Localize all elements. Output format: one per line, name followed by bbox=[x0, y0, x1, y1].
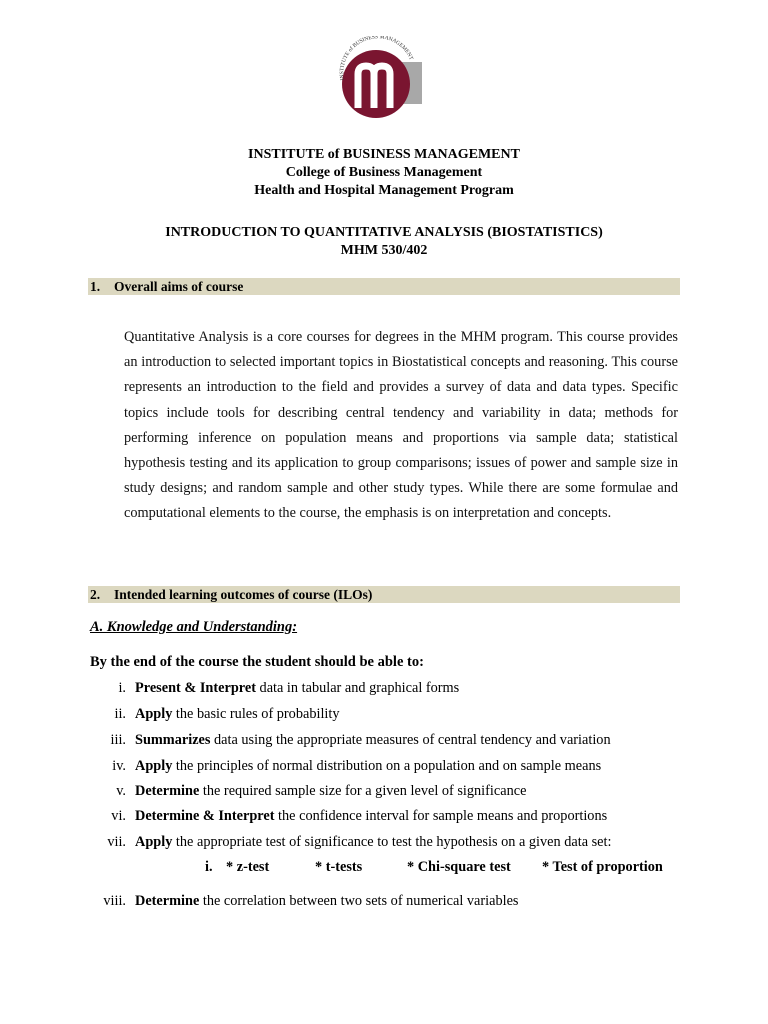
list-item: vi. Determine & Interpret the confidence interval for sample means and proportions bbox=[111, 808, 608, 824]
test-t: * t-tests bbox=[315, 859, 363, 875]
list-item: iii. Summarizes data using the appropriate measures of central tendency and variation bbox=[110, 732, 611, 748]
list-item: vii. Apply the appropriate test of significance to test the hypothesis on a given data set: bbox=[107, 834, 612, 850]
significance-tests-row bbox=[0, 857, 768, 877]
list-item: i. Present & Interpret data in tabular and graphical forms bbox=[118, 680, 460, 696]
test-chi-square: * Chi-square test bbox=[407, 859, 511, 875]
list-item: iv. Apply the principles of normal distribution on a population and on sample means bbox=[112, 758, 602, 774]
list-item: ii. Apply the basic rules of probability bbox=[114, 706, 340, 722]
list-item: v. Determine the required sample size for a given level of significance bbox=[116, 783, 527, 799]
course-code: MHM 530/402 bbox=[340, 243, 428, 258]
list-item: viii. Determine the correlation between two sets of numerical variables bbox=[103, 893, 519, 909]
course-title: INTRODUCTION TO QUANTITATIVE ANALYSIS (BIOSTATISTICS) bbox=[165, 225, 603, 240]
course-aims-paragraph: Quantitative Analysis is a core courses for degrees in the MHM program. This course provides an introduction to selected important topics in Biostatistical concepts and reasoning. This course represents an introduction to the field and provides a survey of data and data types. Specific topics include tools for describing central tendency and variability in data; methods for performing inference on population means and proportions via sample data; statistical hypothesis testing and its application to group comparisons; issues of power and sample size in study designs; and random sample and other study types. While there are some formulae and computational elements to the course, the emphasis is on interpretation and concepts. bbox=[124, 329, 678, 522]
program-name: Health and Hospital Management Program bbox=[254, 183, 514, 198]
test-z: * z-test bbox=[226, 859, 270, 875]
section-2-number: 2. bbox=[90, 587, 101, 602]
section-2-heading bbox=[88, 586, 680, 603]
test-proportion: * Test of proportion bbox=[542, 859, 663, 875]
tests-roman: i. bbox=[205, 859, 213, 875]
institute-logo bbox=[328, 36, 430, 120]
section-1-number: 1. bbox=[90, 279, 101, 294]
section-2-title: Intended learning outcomes of course (ILOs) bbox=[114, 587, 373, 602]
objectives-lead: By the end of the course the student should be able to: bbox=[90, 654, 424, 670]
knowledge-subheading: A. Knowledge and Understanding: bbox=[90, 619, 298, 635]
institute-name: INSTITUTE of BUSINESS MANAGEMENT bbox=[248, 147, 520, 162]
college-name: College of Business Management bbox=[285, 165, 483, 180]
section-1-title: Overall aims of course bbox=[114, 279, 244, 294]
logo-arc-text: INSTITUTE of BUSINESS MANAGEMENT bbox=[339, 36, 414, 81]
section-1-heading bbox=[88, 278, 680, 295]
